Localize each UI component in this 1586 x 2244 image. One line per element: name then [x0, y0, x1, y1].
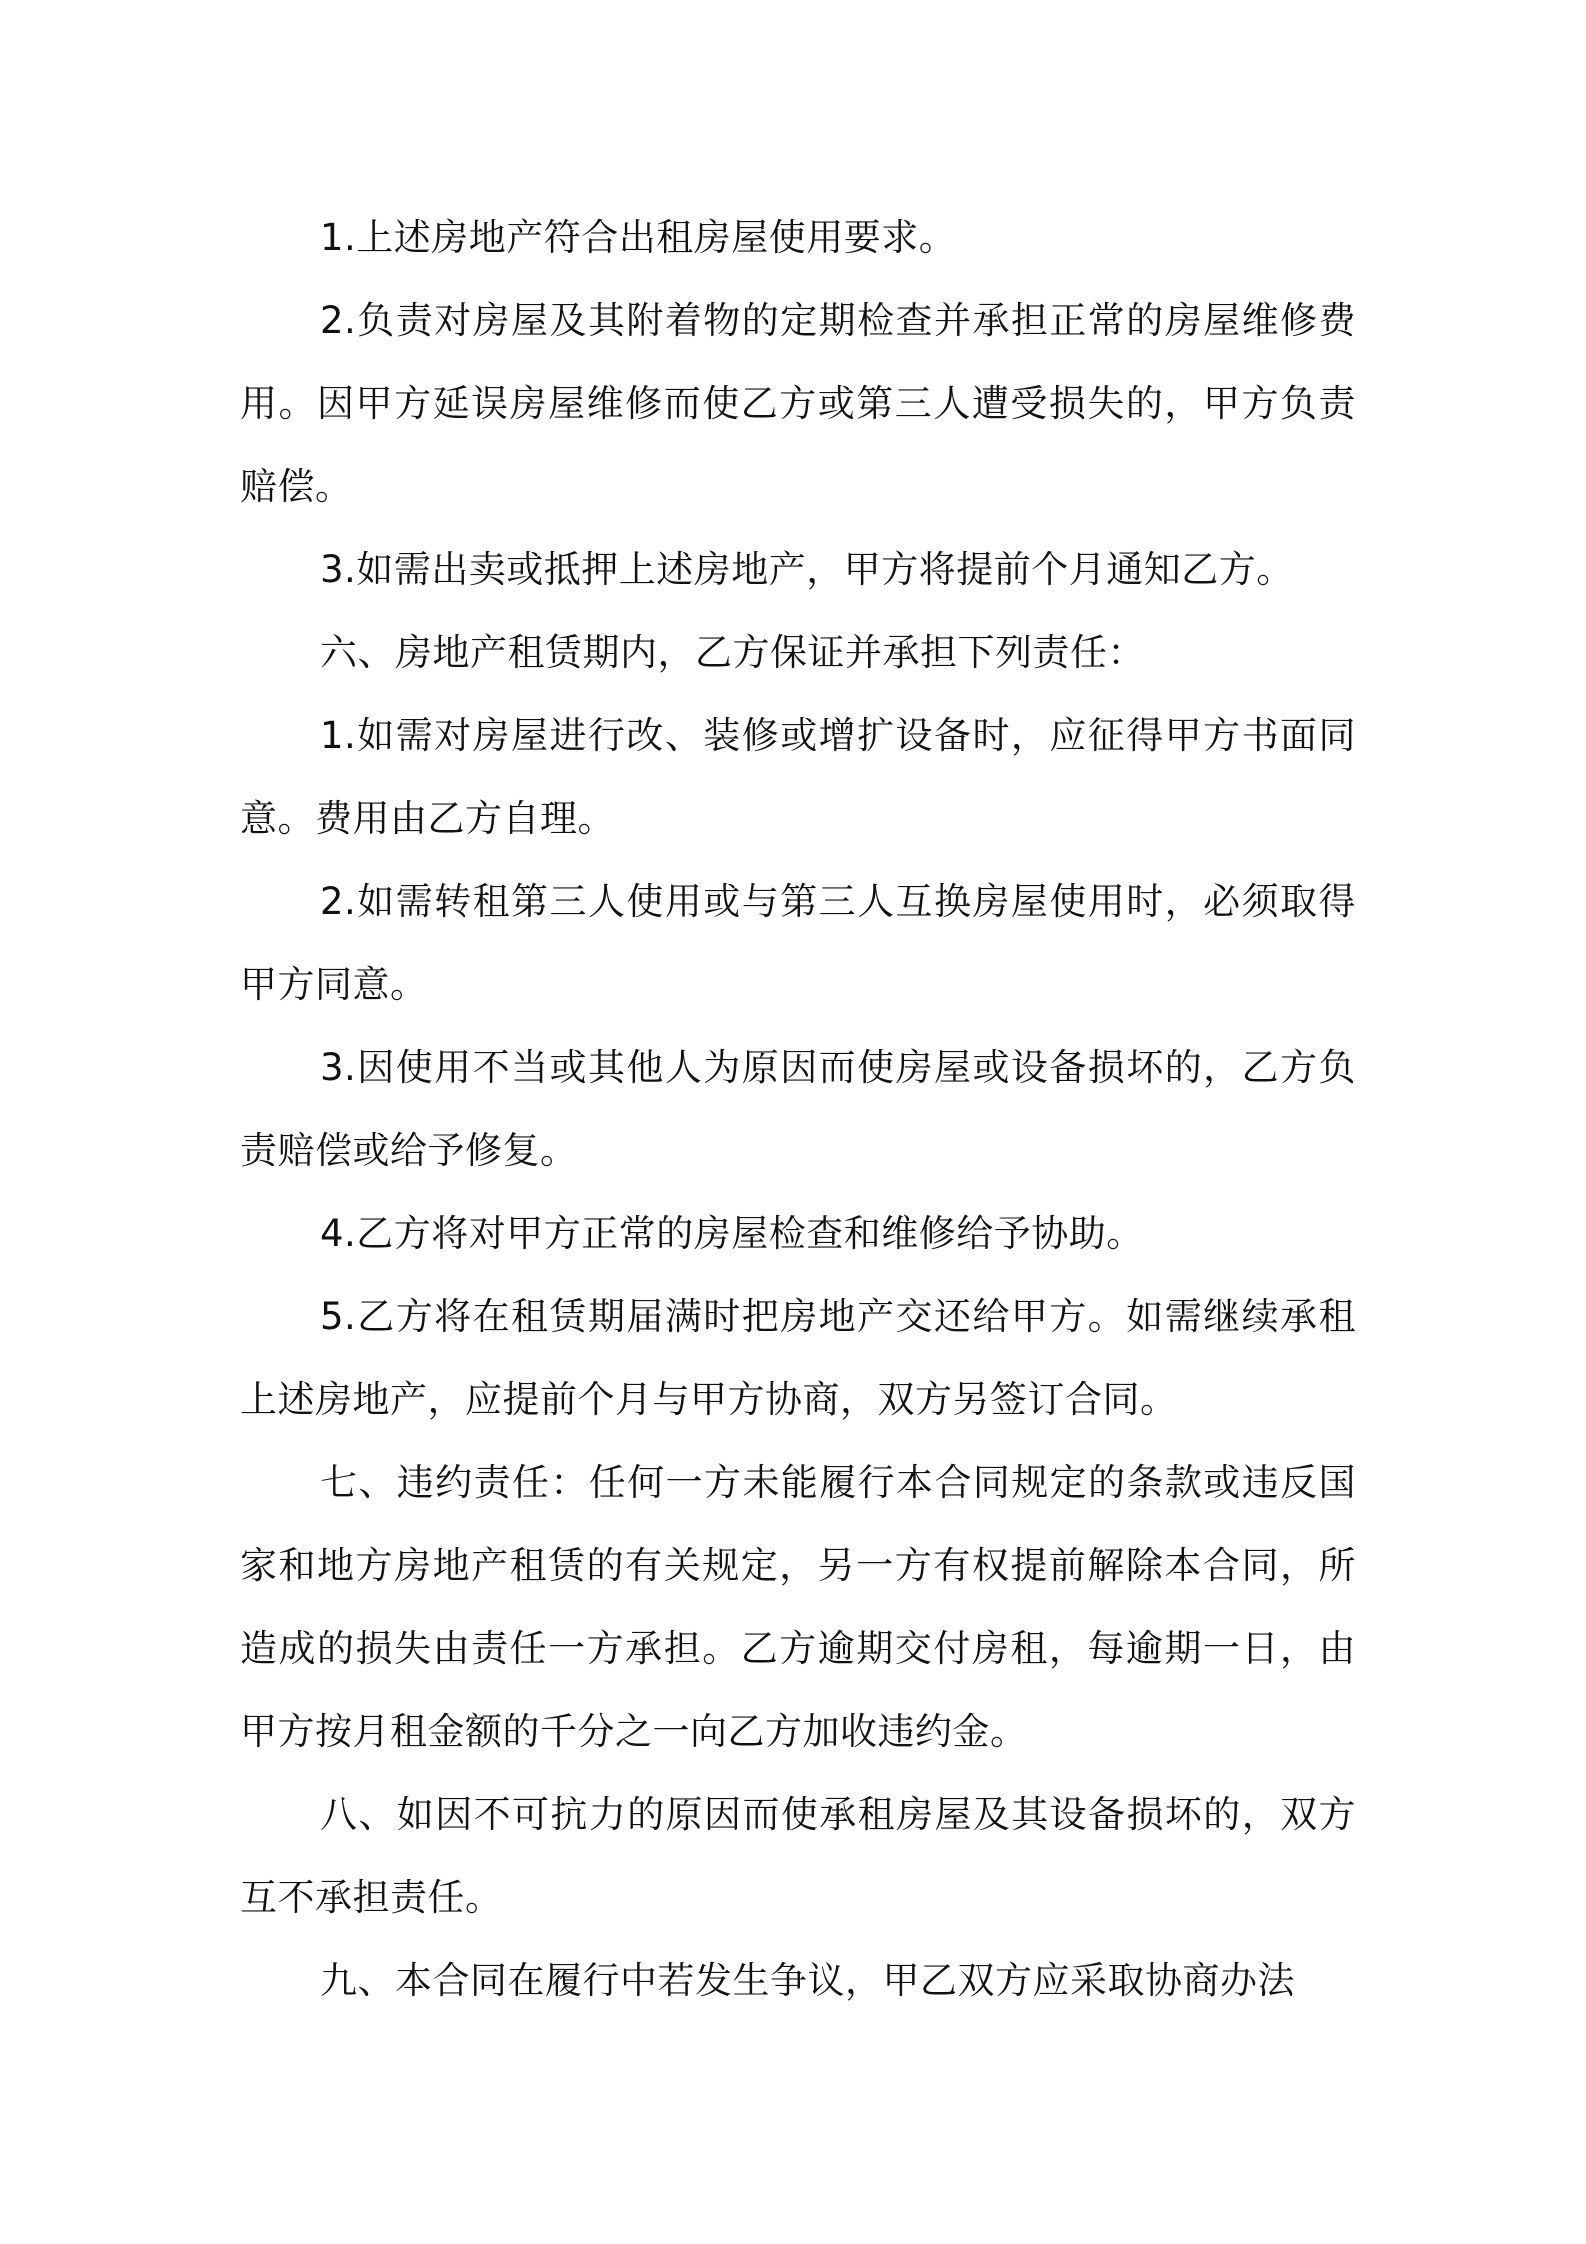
section-seven-breach: 七、违约责任：任何一方未能履行本合同规定的条款或违反国家和地方房地产租赁的有关规定，另一方有权提前解除本合同，所造成的损失由责任一方承担。乙方逾期交付房租，每逾期一日，由甲方按月租金额的千分之一向乙方加收违约金。 [240, 1461, 1356, 1753]
paragraph-tenant-4: 4.乙方将对甲方正常的房屋检查和维修给予协助。 [320, 1212, 1144, 1255]
paragraph-tenant-5: 5.乙方将在租赁期届满时把房地产交还给甲方。如需继续承租上述房地产，应提前个月与甲方协商，双方另签订合同。 [240, 1295, 1356, 1421]
section-eight-force-majeure: 八、如因不可抗力的原因而使承租房屋及其设备损坏的，双方互不承担责任。 [240, 1793, 1356, 1919]
paragraph-landlord-2: 2.负责对房屋及其附着物的定期检查并承担正常的房屋维修费用。因甲方延误房屋维修而使乙方或第三人遭受损失的，甲方负责赔偿。 [240, 299, 1356, 508]
paragraph-tenant-3: 3.因使用不当或其他人为原因而使房屋或设备损坏的，乙方负责赔偿或给予修复。 [240, 1046, 1356, 1172]
paragraph-landlord-3: 3.如需出卖或抵押上述房地产，甲方将提前个月通知乙方。 [320, 548, 1294, 591]
section-six-heading: 六、房地产租赁期内，乙方保证并承担下列责任： [320, 631, 1145, 674]
paragraph-tenant-1: 1.如需对房屋进行改、装修或增扩设备时，应征得甲方书面同意。费用由乙方自理。 [240, 714, 1356, 840]
section-nine-disputes: 九、本合同在履行中若发生争议，甲乙双方应采取协商办法 [320, 1959, 1295, 2002]
paragraph-landlord-1: 1.上述房地产符合出租房屋使用要求。 [320, 216, 957, 259]
paragraph-tenant-2: 2.如需转租第三人使用或与第三人互换房屋使用时，必须取得甲方同意。 [240, 880, 1356, 1006]
contract-body [240, 196, 1356, 2022]
